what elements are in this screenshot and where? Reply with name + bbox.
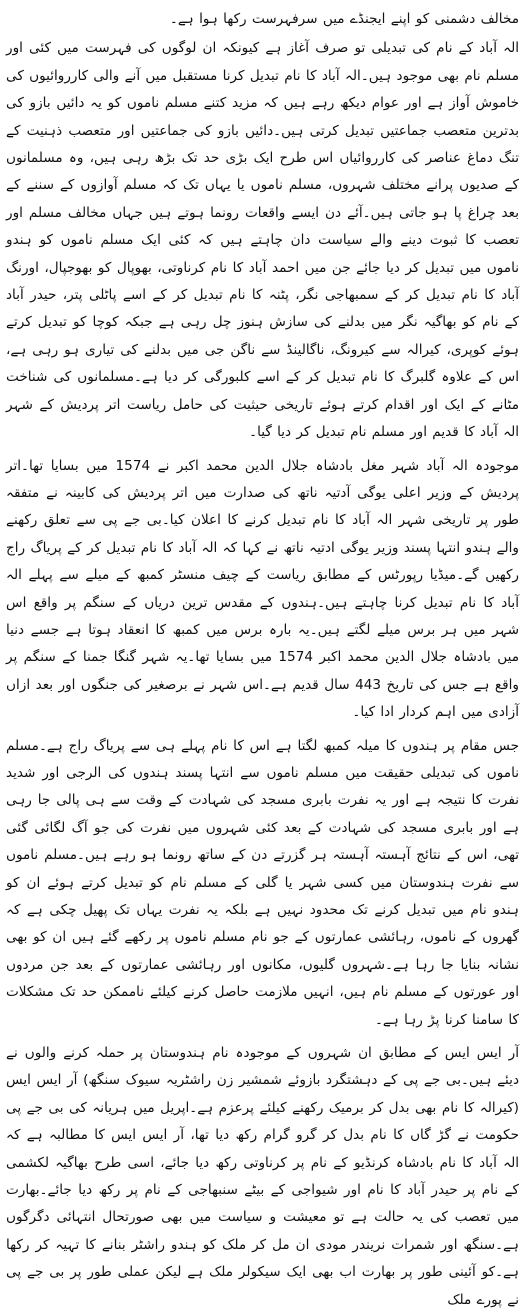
article-paragraph: جس مقام پر ہندوں کا میلہ کمبھ لگتا ہے اس کا نام پہلے ہی سے پریاگ راج ہے۔مسلم ناموں کی تبدیلی حقیقت میں مسلم ناموں سے انتہا پسند ہندوں کی الرجی اور شدید نفرت کا نتیجہ ہے اور یہ نفرت بابری مسجد کی شہادت کے وقت سے ہی پالی جا رہی ہے اور بابری مسجد کی شہادت کے بعد کئی شہروں میں نفرت کی جو آگ لگائی گئی تھی، اس کے نتائج آہستہ آہستہ ہر گزرتے دن کے ساتھ رونما ہو رہے ہیں۔مسلم ناموں سے نفرت ہندوستان میں کسی شہر یا گلی کے مسلم نام کو تبدیل کرتے ہوئے ان کو ہندو نام میں تبدیل کرنے تک محدود نہیں ہے بلکہ یہ نفرت یہاں تک پھیل چکی ہے کہ گھروں کے ناموں، رہائشی عمارتوں کے جو نام مسلم ناموں پر رکھے گئے ہیں ان کو بھی نشانہ بنایا جا رہا ہے۔شہروں گلیوں، مکانوں اور رہائشی عمارتوں کے بعد جن مردوں اور عورتوں کے مسلم نام ہیں، انہیں ملازمت حاصل کرنے کیلئے ناممکن حد تک مشکلات کا سامنا کرنا پڑ رہا ہے۔ xyxy=(6,737,519,1028)
article-paragraph: موجودہ الہ آباد شہر مغل بادشاہ جلال الدین محمد اکبر نے 1574 میں بسایا تھا۔اتر پردیش کے وزیر اعلی یوگی آدتیہ ناتھ کی صدارت میں اتر پردیش کی کابینہ نے متفقہ طور پر تاریخی شہر الہ آباد کا نام تبدیل کرنے کا اعلان کیا۔بی جے پی سے تعلق رکھنے والے ہندو انتہا پسند وزیر یوگی ادتیہ ناتھ نے کہا کہ الہ آباد کا نام تبدیل کر کے پریاگ راج رکھیں گے۔میڈیا رپورٹس کے مطابق ریاست کے چیف منسٹر کمبھ کے میلے سے پہلے الہ آباد کا نام تبدیل کرنا چاہتے ہیں۔ہندوں کے مقدس ترین دریاں کے سنگم پر واقع اس شہر میں ہر برس میلے لگتے ہیں۔یہ بارہ برس میں کمبھ کا انعقاد ہوتا ہے جسے دنیا میں بادشاہ جلال الدین محمد اکبر 1574 میں بسایا تھا۔یہ شہر گنگا جمنا کے سنگم پر واقع ہے جس کی تاریخ 443 سال قدیم ہے۔اس شہر نے برصغیر کی جنگوں اور بعد ازاں آزادی میں اہم کردار ادا کیا۔ xyxy=(6,457,519,721)
article-paragraph: مخالف دشمنی کو اپنے ایجنڈے میں سرفہرست رکھا ہوا ہے۔ xyxy=(169,11,519,27)
article-paragraph: الہ آباد کے نام کی تبدیلی تو صرف آغاز ہے کیونکہ ان لوگوں کی فہرست میں کئی اور مسلم نام بھی موجود ہیں۔الہ آباد کا نام تبدیل کرنا مستقبل میں آنے والی کارروائیوں کی خاموش آواز ہے اور عوام دیکھ رہے ہیں کہ مزید کتنے مسلم ناموں کو یہ دائیں بازو کی بدترین متعصب جماعتیں تبدیل کرتی ہیں۔دائیں بازو کی جماعتیں اور متعصب ذہنیت کے تنگ دماغ عناصر کی کارروائیاں اس طرح ایک بڑی حد تک بڑھ رہی ہیں، وہ مسلمانوں کے صدیوں پرانے مختلف شہروں، مسلم ناموں یا یہاں تک کہ مسلم آوازوں کے سننے کے بعد چراغ پا ہو جاتی ہیں۔آئے دن ایسے واقعات رونما ہوتے ہیں جہاں مخالف مسلم اور تعصب کا ثبوت دینے والے سیاست دان چاہتے ہیں کہ کئی ایک مسلم ناموں کو ہندو ناموں میں تبدیل کر دیا جائے جن میں احمد آباد کا نام کرناوتی، بھوپال کو بھوجپال، اورنگ آباد کا نام تبدیل کر کے سمبھاجی نگر، پٹنہ کا نام تبدیل کر کے اسے پاٹلی پتر، حیدر آباد کے نام کو بھاگیہ نگر میں بدلنے کی سازش ہنوز چل رہی ہے جبکہ کوچا کو تبدیل کرتے ہوئے کوپری، کیرالہ سے کیرونگ، ناگالینڈ سے ناگن جی میں بدلنے کی تیاری ہو رہی ہے، اس کے علاوہ گلبرگ کا نام تبدیل کر کے اسے کلبورگی کر دیا ہے۔مسلمانوں کی شناخت مٹانے کے ایک اور اقدام کرتے ہوئے تاریخی حیثیت کی حامل ریاست اتر پردیش کے شہر الہ آباد کا قدیم اور مسلم نام تبدیل کر دیا گیا۔ xyxy=(6,40,519,441)
article-paragraph: آر ایس ایس کے مطابق ان شہروں کے موجودہ نام ہندوستان پر حملہ کرنے والوں نے دیئے ہیں۔بی جے پی کے دہشتگرد بازوئے شمشیر زن راشٹریہ سیوک سنگھ) آر ایس ایس (کیرالہ کا نام بھی بدل کر برمیک رکھنے کیلئے پرعزم ہے۔اپریل میں ہریانہ کی بی جے پی حکومت نے گڑ گاں کا نام بدل کر گرو گرام رکھ دیا تھا، آر ایس ایس کا مطالبہ ہے کہ الہ آباد کا نام بادشاہ کرنڈیو کے نام پر کرناوتی رکھ دیا جائے، اسی طرح بھاگیہ لکشمی کے نام پر حیدر آباد کا نام اور شیواجی کے بیٹے سنبھاجی کے نام پر رکھ دیا جائے۔بھارت میں تعصب کی یہ حالت ہے تو معیشت و سیاست میں بھی صورتحال انتہائی دگرگوں ہے۔سنگھ اور شمرات نریندر مودی ان مل کر ملک کو ہندو راشٹر بنانے کا تہیہ کر رکھا ہے۔کو آئینی طور پر بھارت اب بھی ایک سیکولر ملک ہے لیکن عملی طور پر بی جے پی نے پورے ملک xyxy=(6,1045,519,1308)
